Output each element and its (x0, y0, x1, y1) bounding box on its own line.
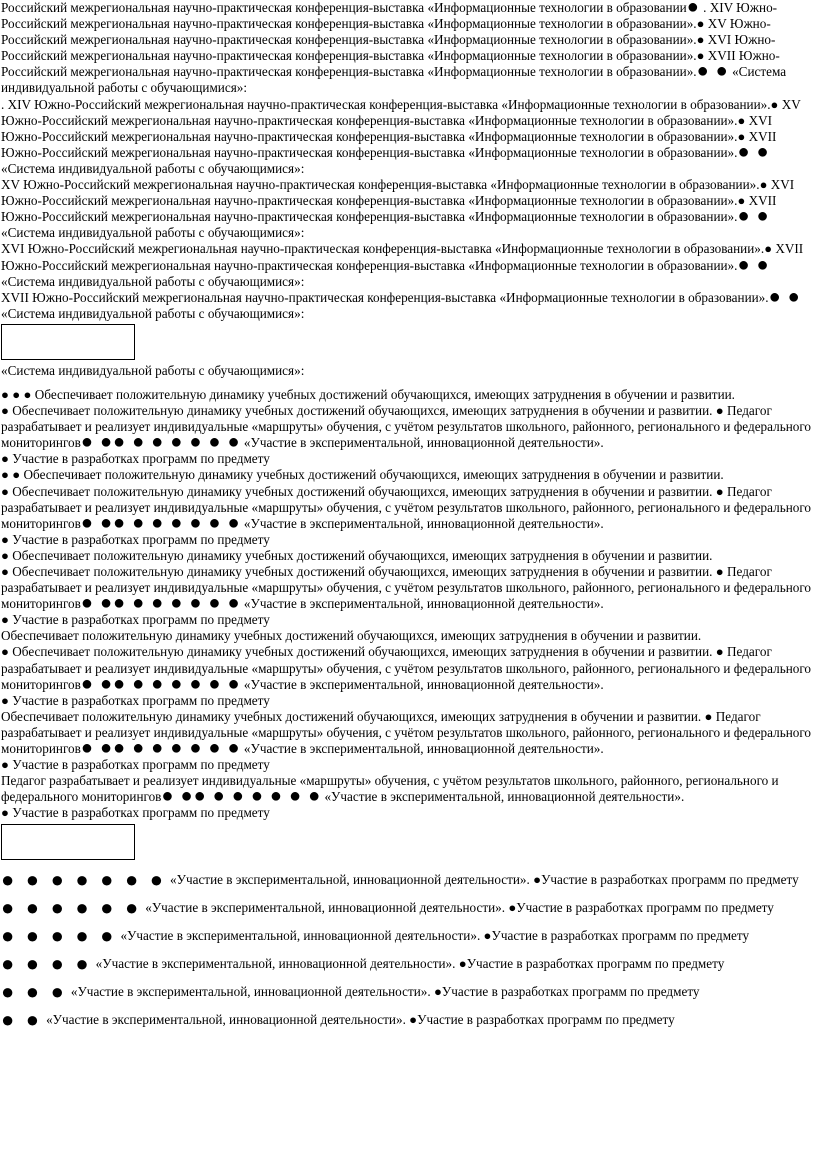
text-run: XV Южно-Российский межрегиональная научно-практическая конференция-выставка «Информационные технологии в образовании». (1, 16, 771, 48)
participation-row (1, 891, 816, 919)
text-run: ● Участие в разработках программ по предмету (1, 757, 270, 773)
text-run: ● Педагог разрабатывает и реализует индивидуальные «маршруты» обучения, с учётом результатов школьного, районного, регионального и федерального мониторингов (1, 483, 812, 531)
conference-paragraph-2 (1, 97, 816, 177)
text-run: ● Обеспечивает положительную динамику учебных достижений обучающихся, имеющих затруднения в обучении и развитии. (1, 644, 713, 660)
participation-text: «Участие в экспериментальной, инновационной деятельности». ●Участие в разработках программ по предмету (145, 900, 774, 916)
empty-frame-box (1, 824, 135, 860)
bullet-icon: ● ●● ● ● ● ● ● ● (80, 672, 241, 695)
text-run: «Участие в экспериментальной, инновационной деятельности». (240, 435, 604, 451)
text-run: . XIV Южно-Российский межрегиональная научно-практическая конференция-выставка «Информационные технологии в образовании». (1, 96, 771, 112)
text-run: ● Участие в разработках программ по предмету (1, 612, 270, 628)
text-run: «Участие в экспериментальной, инновационной деятельности». (321, 789, 685, 805)
system-heading: «Система индивидуальной работы с обучающимися»: (1, 362, 305, 378)
bullet-icon: ● ● ● (1, 978, 67, 1004)
text-run: «Система индивидуальной работы с обучающимися»: (1, 273, 305, 289)
work-system-section-4 (1, 628, 816, 708)
bullet-icon: ● (686, 0, 700, 18)
work-system-section-6 (1, 773, 816, 821)
bullet-icon: ● (696, 48, 705, 64)
text-run: ● Обеспечивает положительную динамику учебных достижений обучающихся, имеющих затруднения в обучении и развитии. (1, 483, 713, 499)
text-run: XVII Южно-Российский межрегиональная научно-практическая конференция-выставка «Информационные технологии в образовании». (1, 48, 780, 80)
participation-text: «Участие в экспериментальной, инновационной деятельности». ●Участие в разработках программ по предмету (46, 1012, 675, 1028)
bullet-icon: ● ●● ● ● ● ● ● ● (80, 737, 241, 760)
bullet-icon: ● (696, 32, 705, 48)
bullet-icon: ● (770, 96, 779, 112)
participation-text: «Участие в экспериментальной, инновационной деятельности». ●Участие в разработках программ по предмету (120, 928, 750, 944)
bullet-icon: ● ● (737, 253, 770, 276)
bullet-icon: ● ● ● ● ● ● ● (1, 866, 167, 892)
bullet-icon: ● ● ● ● ● ● (1, 894, 142, 920)
text-run: ● Участие в разработках программ по предмету (1, 531, 270, 547)
bullet-icon: ● (696, 16, 705, 32)
text-run: XVI Южно-Российский межрегиональная научно-практическая конференция-выставка «Информационные технологии в образовании». (1, 177, 795, 209)
text-run: Педагог разрабатывает и реализует индивидуальные «маршруты» обучения, с учётом результатов школьного, районного, регионального и федерального мониторингов (1, 773, 779, 805)
text-run: ● Обеспечивает положительную динамику учебных достижений обучающихся, имеющих затруднения в обучении и развитии. (1, 564, 713, 579)
participation-row (1, 863, 816, 891)
text-run: ● Обеспечивает положительную динамику учебных достижений обучающихся, имеющих затруднения в обучении и развитии. (1, 547, 713, 563)
empty-frame-box (1, 324, 135, 360)
participation-row (1, 947, 816, 975)
bullet-icon: ● (737, 112, 746, 128)
text-run: ● ● ● Обеспечивает положительную динамику учебных достижений обучающихся, имеющих затруднения в обучении и развитии. (1, 386, 735, 402)
participation-row (1, 919, 816, 947)
bullet-icon: ● ● (737, 205, 770, 228)
work-system-section-3 (1, 548, 816, 628)
bullet-icon: ● ● (696, 60, 729, 83)
text-run: ● Участие в разработках программ по предмету (1, 692, 270, 708)
bullet-icon: ● ● ● ● (1, 950, 92, 976)
bullet-icon: ● ●● ● ● ● ● ● ● (80, 592, 241, 615)
text-run: ● Педагог разрабатывает и реализует индивидуальные «маршруты» обучения, с учётом результатов школьного, районного, регионального и федерального мониторингов (1, 564, 812, 612)
text-run: ● Обеспечивает положительную динамику учебных достижений обучающихся, имеющих затруднения в обучении и развитии. (1, 403, 713, 419)
text-run: XVII Южно-Российский межрегиональная научно-практическая конференция-выставка «Информационные технологии в образовании». (1, 289, 769, 305)
work-system-section-5 (1, 709, 816, 773)
text-run: «Участие в экспериментальной, инновационной деятельности». (240, 676, 604, 692)
conference-paragraph-4 (1, 241, 816, 289)
text-run: XVII Южно-Российский межрегиональная научно-практическая конференция-выставка «Информационные технологии в образовании». (1, 241, 804, 273)
text-run: «Система индивидуальной работы с обучающимися»: (1, 305, 305, 321)
text-run: XVII Южно-Российский межрегиональная научно-практическая конференция-выставка «Информационные технологии в образовании». (1, 128, 777, 160)
participation-text: «Участие в экспериментальной, инновационной деятельности». ●Участие в разработках программ по предмету (170, 872, 799, 888)
participation-row (1, 1003, 816, 1031)
text-run: «Участие в экспериментальной, инновационной деятельности». (240, 596, 604, 612)
conference-paragraph-1 (1, 0, 816, 97)
conference-paragraph-3 (1, 177, 816, 241)
text-run: XVII Южно-Российский межрегиональная научно-практическая конференция-выставка «Информационные технологии в образовании». (1, 193, 777, 225)
text-run: ● ● Обеспечивает положительную динамику учебных достижений обучающихся, имеющих затруднения в обучении и развитии. (1, 467, 724, 483)
text-run: Обеспечивает положительную динамику учебных достижений обучающихся, имеющих затруднения в обучении и развитии. (1, 628, 702, 644)
text-run: ● Педагог разрабатывает и реализует индивидуальные «маршруты» обучения, с учётом результатов школьного, районного, регионального и федерального мониторингов (1, 644, 812, 692)
bullet-icon: ● (764, 241, 773, 257)
bullet-icon: ● ● (1, 1006, 43, 1032)
text-run: «Участие в экспериментальной, инновационной деятельности». (240, 741, 604, 757)
text-run: ● Педагог разрабатывает и реализует индивидуальные «маршруты» обучения, с учётом результатов школьного, районного, регионального и федерального мониторингов (1, 403, 812, 451)
bullet-icon: ● (759, 177, 768, 193)
text-run: Российский межрегиональная научно-практическая конференция-выставка «Информационные технологии в образовании (1, 0, 687, 15)
bullet-icon: ● ● ● ● ● (1, 922, 117, 948)
participation-list (1, 863, 816, 1031)
conference-paragraph-5 (1, 285, 816, 322)
participation-row (1, 975, 816, 1003)
work-system-section-1 (1, 387, 816, 467)
text-run: XV Южно-Российский межрегиональная научно-практическая конференция-выставка «Информационные технологии в образовании». (1, 96, 801, 128)
bullet-icon: ● ● (768, 285, 801, 308)
participation-text: «Участие в экспериментальной, инновационной деятельности». ●Участие в разработках программ по предмету (95, 956, 725, 972)
bullet-icon: ● ●● ● ● ● ● ● ● (80, 511, 241, 534)
bullet-icon: ● ● (737, 140, 770, 163)
text-run: XVI Южно-Российский межрегиональная научно-практическая конференция-выставка «Информационные технологии в образовании». (1, 241, 765, 257)
text-run: XVI Южно-Российский межрегиональная научно-практическая конференция-выставка «Информационные технологии в образовании». (1, 32, 776, 64)
text-run: ● Участие в разработках программ по предмету (1, 451, 270, 467)
participation-text: «Участие в экспериментальной, инновационной деятельности». ●Участие в разработках программ по предмету (70, 984, 700, 1000)
text-run: «Система индивидуальной работы с обучающимися»: (1, 64, 787, 96)
text-run: «Система индивидуальной работы с обучающимися»: (1, 225, 305, 241)
bullet-icon: ● (737, 128, 746, 144)
bullet-icon: ● ●● ● ● ● ● ● ● (161, 785, 322, 808)
text-run: Обеспечивает положительную динамику учебных достижений обучающихся, имеющих затруднения в обучении и развитии. (1, 708, 702, 724)
bullet-icon: ● ●● ● ● ● ● ● ● (80, 431, 241, 454)
text-run: XV Южно-Российский межрегиональная научно-практическая конференция-выставка «Информационные технологии в образовании». (1, 177, 760, 193)
text-run: «Участие в экспериментальной, инновационной деятельности». (240, 515, 604, 531)
text-run: «Система индивидуальной работы с обучающимися»: (1, 160, 305, 176)
work-system-section-2 (1, 467, 816, 547)
text-run: . XIV Южно-Российский межрегиональная научно-практическая конференция-выставка «Информационные технологии в образовании». (1, 0, 778, 32)
text-run: XVI Южно-Российский межрегиональная научно-практическая конференция-выставка «Информационные технологии в образовании». (1, 112, 773, 144)
text-run: ● Участие в разработках программ по предмету (1, 805, 270, 821)
bullet-icon: ● (737, 193, 746, 209)
text-run: ● Педагог разрабатывает и реализует индивидуальные «маршруты» обучения, с учётом результатов школьного, районного, регионального и федерального мониторингов (1, 708, 812, 757)
